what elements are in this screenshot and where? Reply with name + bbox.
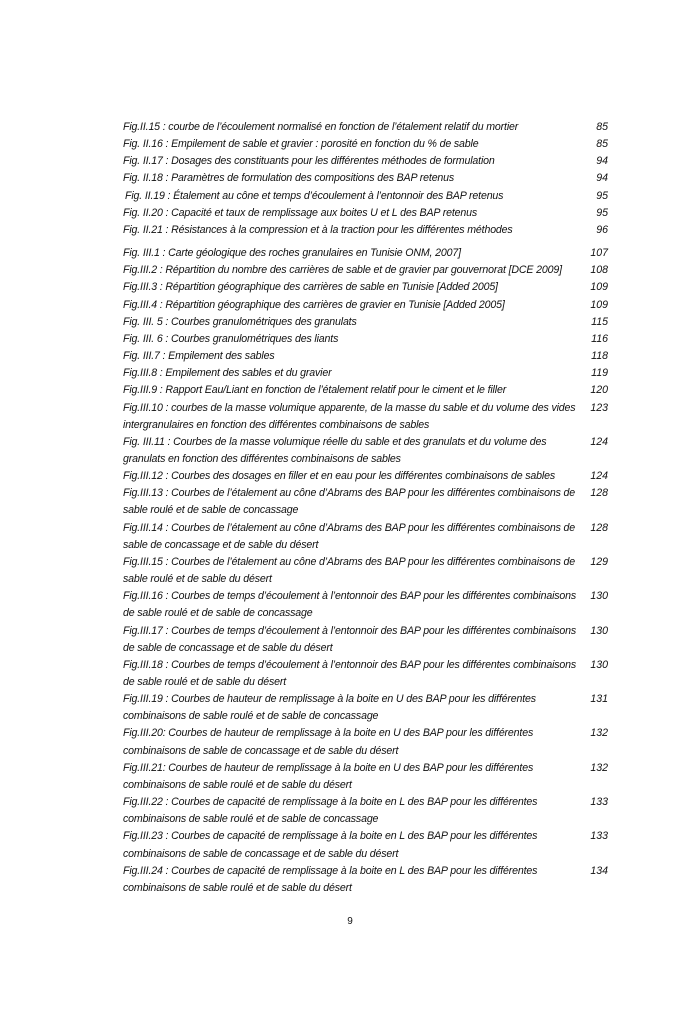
figure-title: Fig.III.18 : Courbes de temps d’écoulement à l’entonnoir des BAP pour les différentes combinaisons de sable roulé et de sable du désert [123, 658, 577, 688]
figure-page-number: 124 [590, 470, 608, 483]
figure-title: Fig.III.23 : Courbes de capacité de remplissage à la boite en L des BAP pour les différentes combinaisons de sable de concassage et de sable du désert [123, 830, 538, 860]
figure-page-number: 115 [591, 315, 608, 328]
figure-page-number: 132 [590, 761, 608, 774]
figure-entry [123, 348, 608, 365]
figure-page-number: 95 [596, 189, 608, 202]
figure-page-number: 129 [590, 555, 608, 568]
figure-title: Fig.III.16 : Courbes de temps d’écoulement à l’entonnoir des BAP pour les différentes combinaisons de sable roulé et de sable de concassage [123, 590, 577, 620]
figure-page-number: 109 [590, 298, 608, 311]
figure-entry [123, 153, 608, 170]
figure-title: Fig. II.20 : Capacité et taux de remplissage aux boites U et L des BAP retenus [123, 206, 477, 219]
figure-entry [123, 468, 608, 485]
figure-entry [123, 119, 608, 136]
figure-page-number: 131 [590, 693, 608, 706]
figure-page-number: 116 [591, 332, 608, 345]
figure-title: Fig. III.1 : Carte géologique des roches granulaires en Tunisie ONM, 2007] [123, 247, 461, 260]
figure-page-number: 95 [596, 206, 608, 219]
figure-title: Fig.III.14 : Courbes de l’étalement au cône d’Abrams des BAP pour les différentes combinaisons de sable de concassage et de sable du désert [123, 521, 576, 551]
figure-title: Fig.II.15 : courbe de l’écoulement normalisé en fonction de l’étalement relatif du mortier [123, 121, 519, 133]
figure-entry [123, 794, 608, 828]
figure-entry [123, 554, 608, 588]
section-chapter-3 [123, 245, 608, 897]
figure-title: Fig. II.17 : Dosages des constituants pour les différentes méthodes de formulation [123, 155, 495, 168]
figure-entry [123, 623, 608, 657]
figure-entry [123, 863, 608, 897]
figure-entry [123, 222, 608, 239]
figure-entry [123, 262, 608, 279]
figure-page-number: 134 [590, 864, 608, 877]
figure-entry [123, 760, 608, 794]
figure-page-number: 108 [590, 264, 608, 277]
figure-page-number: 118 [591, 350, 608, 363]
figure-entry [123, 188, 608, 205]
figure-title: Fig.III.21: Courbes de hauteur de remplissage à la boite en U des BAP pour les différentes combinaisons de sable roulé et de sable du désert [123, 761, 534, 791]
page-number: 9 [347, 916, 353, 927]
figure-page-number: 94 [596, 172, 608, 185]
figure-page-number: 109 [590, 281, 608, 294]
figure-title: Fig.III.4 : Répartition géographique des carrières de gravier en Tunisie [Added 2005] [123, 298, 505, 311]
figure-page-number: 132 [590, 727, 608, 740]
figure-title: Fig.III.17 : Courbes de temps d’écoulement à l’entonnoir des BAP pour les différentes combinaisons de sable de concassage et de sable du désert [123, 624, 577, 654]
figure-entry [123, 170, 608, 187]
figure-entry [123, 485, 608, 519]
figure-title: Fig.III.12 : Courbes des dosages en filler et en eau pour les différentes combinaisons de sables [123, 470, 555, 483]
figure-page-number: 130 [590, 624, 608, 637]
figure-entry [123, 657, 608, 691]
figure-entry [123, 297, 608, 314]
figure-title: Fig. III.7 : Empilement des sables [123, 350, 275, 363]
figure-entry [123, 434, 608, 468]
figure-page-number: 128 [590, 487, 608, 500]
figure-title: Fig.III.13 : Courbes de l’étalement au cône d’Abrams des BAP pour les différentes combinaisons de sable roulé et de sable de concassage [123, 487, 576, 517]
figure-title: Fig.III.20: Courbes de hauteur de remplissage à la boite en U des BAP pour les différentes combinaisons de sable de concassage et de sable du désert [123, 727, 534, 757]
figure-entry [123, 331, 608, 348]
figure-page-number: 130 [590, 590, 608, 603]
figure-title: Fig.III.22 : Courbes de capacité de remplissage à la boite en L des BAP pour les différentes combinaisons de sable roulé et de sable de concassage [123, 796, 538, 826]
figure-page-number: 124 [590, 435, 608, 448]
figure-entry [123, 205, 608, 222]
figure-entry [123, 725, 608, 759]
figure-entry [123, 382, 608, 399]
figure-entry [123, 365, 608, 382]
figure-entry [123, 520, 608, 554]
figure-entry [123, 245, 608, 262]
figure-page-number: 85 [596, 138, 608, 151]
figure-title: Fig. III. 6 : Courbes granulométriques des liants [123, 332, 339, 345]
figure-page-number: 107 [590, 247, 608, 260]
figure-entry [123, 279, 608, 296]
figure-title: Fig. II.19 : Étalement au cône et temps d’écoulement à l’entonnoir des BAP retenus [125, 189, 504, 202]
figure-entry [123, 588, 608, 622]
figure-page-number: 133 [590, 830, 608, 843]
figure-title: Fig.III.9 : Rapport Eau/Liant en fonction de l’étalement relatif pour le ciment et le filler [123, 384, 507, 397]
figure-page-number: 94 [596, 155, 608, 168]
figure-title: Fig. III.11 : Courbes de la masse volumique réelle du sable et des granulats et du volume des granulats en fonction des différentes combinaisons de sables [123, 435, 547, 465]
figure-page-number: 120 [590, 384, 608, 397]
figure-title: Fig.III.8 : Empilement des sables et du gravier [123, 367, 332, 380]
figure-entry [123, 136, 608, 153]
list-of-figures [123, 119, 608, 897]
figure-entry [123, 828, 608, 862]
figure-title: Fig.III.19 : Courbes de hauteur de remplissage à la boite en U des BAP pour les différentes combinaisons de sable roulé et de sable de concassage [123, 693, 536, 723]
figure-page-number: 133 [590, 796, 608, 809]
figure-title: Fig.III.2 : Répartition du nombre des carrières de sable et de gravier par gouvernorat [DCE 2009] [123, 264, 562, 277]
figure-title: Fig. II.16 : Empilement de sable et gravier : porosité en fonction du % de sable [123, 138, 479, 151]
figure-title: Fig. II.18 : Paramètres de formulation des compositions des BAP retenus [123, 172, 455, 185]
figure-entry [123, 691, 608, 725]
figure-title: Fig. III. 5 : Courbes granulométriques des granulats [123, 315, 357, 328]
figure-title: Fig.III.15 : Courbes de l’étalement au cône d’Abrams des BAP pour les différentes combinaisons de sable roulé et de sable du désert [123, 555, 576, 586]
section-chapter-2 [123, 119, 608, 239]
figure-title: Fig.III.3 : Répartition géographique des carrières de sable en Tunisie [Added 2005] [123, 281, 498, 294]
figure-entry [123, 314, 608, 331]
figure-title: Fig.III.10 : courbes de la masse volumique apparente, de la masse du sable et du volume des vides intergranulaires en fonction des différentes combinaisons de sables [123, 401, 576, 431]
figure-title: Fig. II.21 : Résistances à la compression et à la traction pour les différentes méthodes [123, 223, 513, 236]
figure-page-number: 123 [590, 401, 608, 414]
figure-page-number: 130 [590, 658, 608, 671]
figure-entry [123, 400, 608, 434]
figure-page-number: 85 [596, 121, 608, 133]
figure-title: Fig.III.24 : Courbes de capacité de remplissage à la boite en L des BAP pour les différentes combinaisons de sable roulé et de sable du désert [123, 864, 538, 894]
figure-page-number: 128 [590, 521, 608, 534]
figure-page-number: 119 [591, 367, 608, 380]
figure-page-number: 96 [596, 223, 608, 236]
